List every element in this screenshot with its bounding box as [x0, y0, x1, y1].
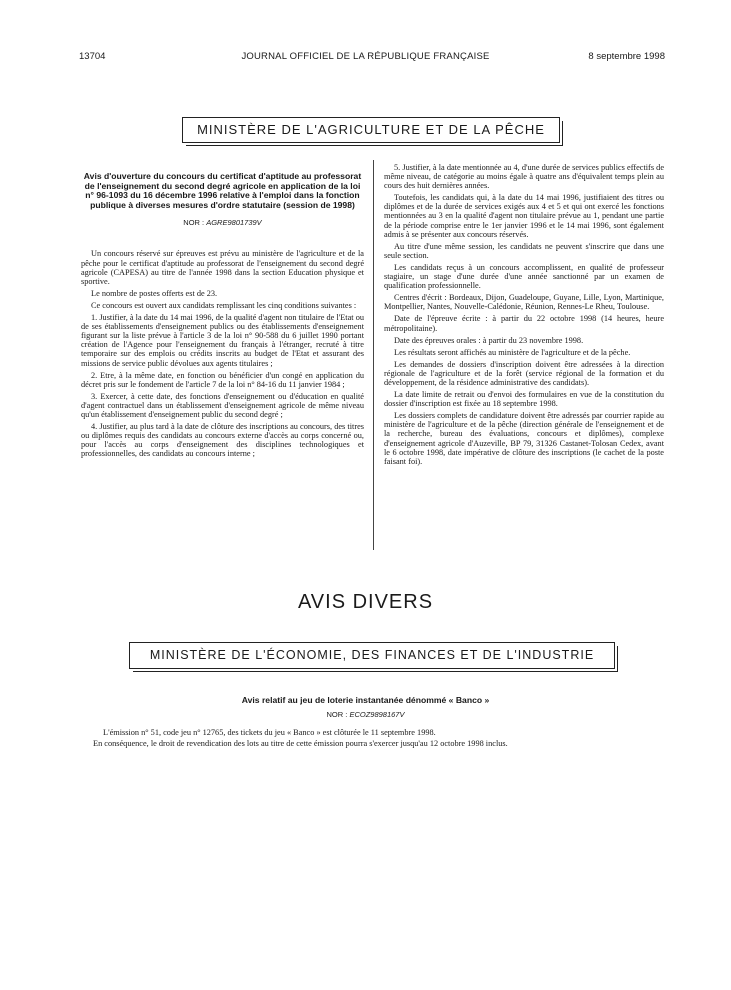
section-heading: AVIS DIVERS: [297, 591, 434, 613]
journal-title: JOURNAL OFFICIEL DE LA RÉPUBLIQUE FRANÇAISE: [241, 51, 490, 62]
article1-paragraph: Centres d'écrit : Bordeaux, Dijon, Guadeloupe, Guyane, Lille, Lyon, Martinique, Montpellier, Nantes, Nouvelle-Calédonie, Réunion, Rennes-Le Rheu, Toulouse.: [384, 293, 664, 312]
article1-paragraph: Au titre d'une même session, les candidats ne peuvent s'inscrire que dans une seule section.: [384, 241, 664, 260]
article1-nor-code: AGRE9801739V: [206, 218, 262, 228]
ministry-agriculture-title: MINISTÈRE DE L'AGRICULTURE ET DE LA PÊCHE: [197, 122, 545, 137]
article1-nor-label: NOR :: [183, 218, 207, 228]
article1-paragraph: Les demandes de dossiers d'inscription doivent être adressées à la direction régionale de l'agriculture et de la forêt (service régional de la formation et du développement, de la résidence administrative des candidats).: [384, 359, 664, 387]
article2-nor-label: NOR :: [326, 710, 350, 719]
article1-paragraph: Le nombre de postes offerts est de 23.: [91, 288, 218, 298]
issue-date: 8 septembre 1998: [588, 51, 665, 62]
article1-title: Avis d'ouverture du concours du certificat d'aptitude au professorat de l'enseignement du second degré agricole en application de la loi n° 96-1093 du 16 décembre 1996 relative à l'emploi dans la fonction publique à diverses mesures d'ordre statutaire (session de 1998): [83, 171, 362, 210]
article1-right-column: [384, 163, 664, 469]
article1-paragraph: 1. Justifier, à la date du 14 mai 1996, de la qualité d'agent non titulaire de l'Etat ou de ses établissements d'enseignement publics ou des établissements d'enseignement figurant sur la liste prévue à l'article 3 de la loi n° 90-588 du 6 juillet 1990 portant création de l'Agence pour l'enseignement du français à l'étranger, recruté à titre temporaire sur des emplois ou crédits inscrits au budget de l'Etat et assurant des missions de service public dévolues aux agents titulaires ;: [81, 313, 364, 368]
ministry-economy-box: [129, 642, 615, 669]
article1-paragraph: La date limite de retrait ou d'envoi des formulaires en vue de la constitution du dossier d'inscription est fixée au 18 septembre 1998.: [384, 390, 664, 409]
article1-paragraph: 3. Exercer, à cette date, des fonctions d'enseignement ou d'éducation en qualité d'agent contractuel dans un établissement d'enseignement agricole de même niveau qu'un établissement d'enseignement public du second degré ;: [81, 391, 364, 419]
article2-paragraph: En conséquence, le droit de revendication des lots au titre de cette émission pourra s'exercer jusqu'au 12 octobre 1998 inclus.: [93, 739, 508, 748]
article1-nor: [81, 218, 364, 227]
ministry-economy-title: MINISTÈRE DE L'ÉCONOMIE, DES FINANCES ET DE L'INDUSTRIE: [149, 648, 595, 662]
ministry-agriculture-box: [182, 117, 560, 143]
article1-paragraph: Date des épreuves orales : à partir du 23 novembre 1998.: [394, 335, 584, 345]
column-divider: [373, 160, 374, 550]
article1-paragraph: Les dossiers complets de candidature doivent être adressés par courrier rapide au ministère de l'agriculture et de la pêche (direction générale de l'enseignement et de la recherche, bureau des évaluations, concours et diplômes), complexe d'enseignement agricole d'Auzeville, BP 79, 31326 Castanet-Tolosan Cedex, avant le 6 octobre 1998, date impérative de clôture des inscriptions (le cachet de la poste faisant foi).: [384, 411, 664, 466]
article1-paragraph: Date de l'épreuve écrite : à partir du 22 octobre 1998 (14 heures, heure métropolitaine).: [384, 314, 664, 333]
article2-paragraph: L'émission n° 51, code jeu n° 12765, des tickets du jeu « Banco » est clôturée le 11 septembre 1998.: [103, 728, 436, 737]
page-number: 13704: [79, 51, 106, 62]
article1-paragraph: Un concours réservé sur épreuves est prévu au ministère de l'agriculture et de la pêche pour le certificat d'aptitude au professorat de l'enseignement du second degré agricole (CAPESA) au titre de l'année 1998 dans la section Education physique et sportive.: [81, 249, 364, 286]
article1-paragraph: Toutefois, les candidats qui, à la date du 14 mai 1996, justifiaient des titres ou diplômes et de la durée de services exigés aux 4 et 5 et qui ont exercé les fonctions mentionnées au 3 en la qualité d'agent non titulaire prévue au 1, pendant une partie de la période comprise entre le 1er janvier 1996 et le 14 mai 1996, sont également admis à se présenter aux concours réservés.: [384, 193, 664, 239]
article2-nor-code: ECOZ9898167V: [349, 710, 405, 719]
article1-paragraph: Les candidats reçus à un concours accomplissent, en qualité de professeur stagiaire, un stage d'une durée d'une année sanctionné par un examen de qualification professionnelle.: [384, 262, 664, 291]
article1-left-column: [81, 172, 364, 461]
article1-paragraph: 4. Justifier, au plus tard à la date de clôture des inscriptions au concours, des titres ou diplômes requis des candidats au concours externe d'accès au corps concerné ou, pour l'accès au corps d'enseignement des disciplines technologiques et professionnelles, des candidats au concours interne ;: [81, 422, 364, 459]
article2-title: Avis relatif au jeu de loterie instantanée dénommé « Banco »: [241, 695, 490, 705]
article1-paragraph: 5. Justifier, à la date mentionnée au 4, d'une durée de services publics effectifs de même niveau, de catégorie au moins égale à quatre ans d'équivalent temps plein au cours des huit dernières années.: [384, 163, 664, 191]
article1-paragraph: 2. Etre, à la même date, en fonction ou bénéficier d'un congé en application du décret pris sur le fondement de l'article 7 de la loi n° 84-16 du 11 janvier 1984 ;: [81, 370, 364, 389]
article2-nor: [0, 710, 731, 719]
article2-body: [93, 727, 673, 749]
article1-paragraph: Ce concours est ouvert aux candidats remplissant les cinq conditions suivantes :: [91, 300, 357, 310]
article1-paragraph: Les résultats seront affichés au ministère de l'agriculture et de la pêche.: [394, 347, 631, 357]
